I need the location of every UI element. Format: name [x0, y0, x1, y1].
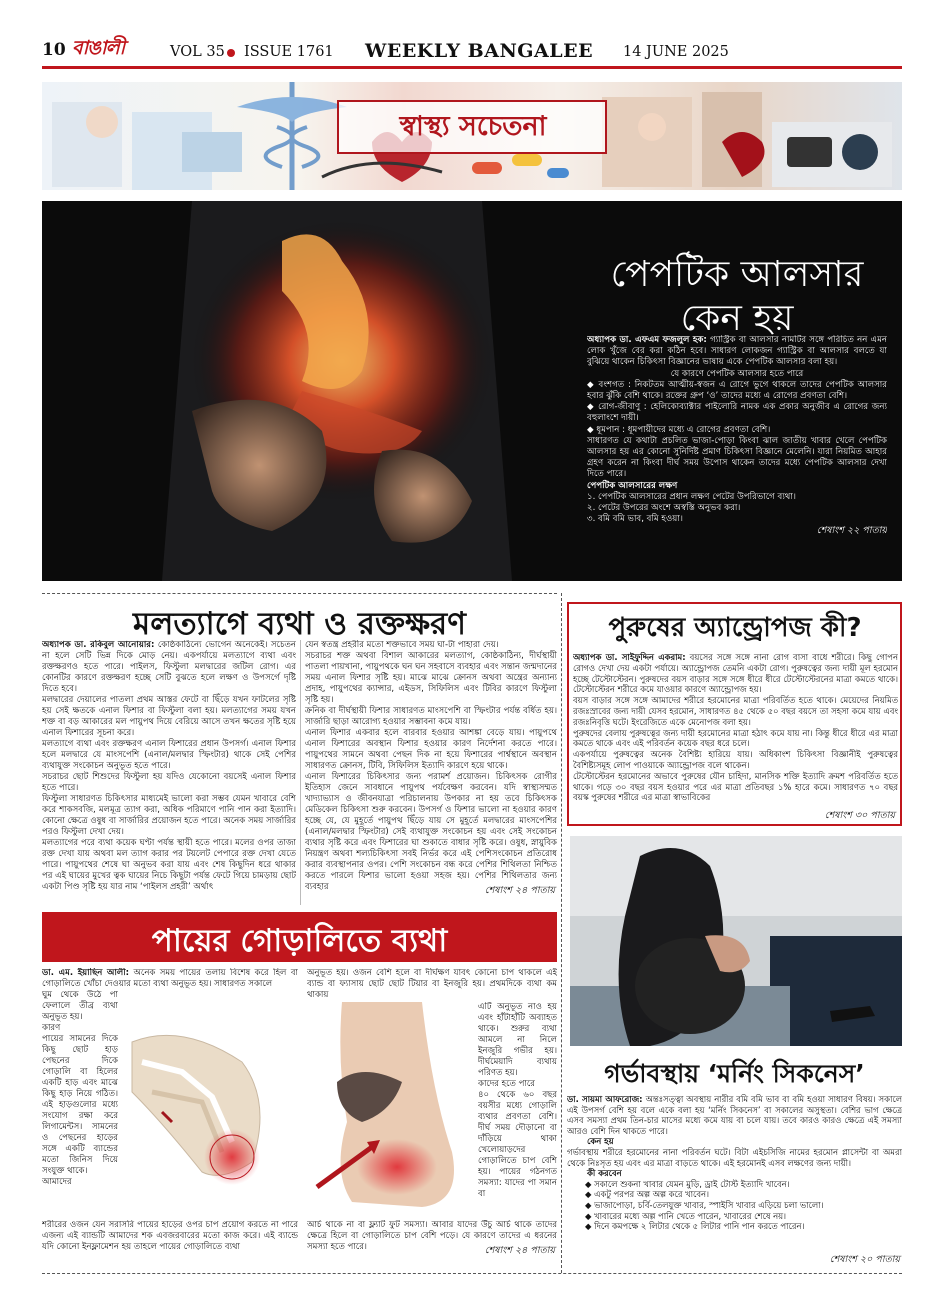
anal-column-1	[42, 640, 296, 905]
bullet-dot	[227, 49, 235, 57]
heel-col2-lead	[307, 968, 557, 1002]
anal-col2-text: যেন স্বতন্ত্র প্রহরীর মতো শক্তভাবে সময় ঘা-টা পাহারা দেয়। সচরাচর শক্ত অথবা বিশাল আকারের মলত্যাগ, কোষ্ঠকাঠিন্য, দীর্ঘস্থায়ী পাতলা পায়খানা, পায়ুপথকে ঘন ঘন সহবাসে ব্যবহার এবং সন্তান জন্মদানের সময় এনাল ফিশার সৃষ্টি হয়। মাঝে মাঝে ক্রোনস অথবা অন্ত্রের অন্যান্য প্রদাহ, পায়ুপথের ক্যান্সার, এইডস, সিফিলিস এবং টিবির কারণে ফিস্টুলা সৃষ্টি হয়। ক্রনিক বা দীর্ঘস্থায়ী ফিশার সাধারণত মাংসপেশি বা স্ফিংটার পর্যন্ত বর্ধিত হয়। সার্জারি ছাড়া আরোগ্য হওয়ার সম্ভাবনা কমে যায়। এনাল ফিশার একবার হলে বারবার হওয়ার আশঙ্কা বেড়ে যায়। পায়ুপথে এনাল ফিশারের অবস্থান ফিশার হওয়ার কারণ নির্দেশনা করতে পারে। পায়ুপথের সামনে অথবা পেছন দিক না হয়ে ফিশারের পার্শ্বস্থানে অবস্থান সাধারণত ক্রোনস, টিবি, সিফিলিস ইত্যাদি কারণে হয়ে থাকে। এনাল ফিশারের চিকিৎসার জন্য পরামর্শ প্রয়োজন। চিকিৎসক রোগীর ইতিহাস জেনে সাবধানে পায়ুপথ পর্যবেক্ষণ করবেন। যদি স্বাস্থ্যসম্মত খাদ্যাভ্যাস ও জীবনযাত্রা পরিচালনায় উপকার না হয় তবে চিকিৎসক মেডিকেল চিকিৎসা শুরু করবেন। উপসর্গ ও ফিশার ভালো না হওয়ার কারণ হচ্ছে যে, যে মুহূর্তে পায়ুপথ ছিঁড়ে যায় সে মুহূর্তে মলদ্বারের মাংসপেশির (এনাল/মলদ্বার স্ফিংটার) সেই ব্যথাযুক্ত সংকোচন হয় এবং সেই সংকোচন ব্যথার সৃষ্টি করে এবং ফিশারের ঘা শুকাতে বাধার সৃষ্টি করে। ওষুধ, স্নায়ুবিক নিয়ন্ত্রণ অথবা শল্যচিকিৎসা সবই নির্ভর করে এই পেশিসংকোচন প্রতিরোধ করার ব্যবস্থাপনার ওপর। পেশি সংকোচন বন্ধ করে পেশির শিথিলতা নিশ্চিত করতে পারলে ফিশার ভালো হওয়া সহজ হয়। পেশির শিথিলতার জন্য ব্যবহার	[305, 640, 557, 892]
heel-anatomy-image	[122, 1002, 474, 1212]
masthead-logo: বাঙালী	[72, 37, 125, 59]
anal-title: মলত্যাগে ব্যথা ও রক্তক্ষরণ	[133, 606, 466, 642]
morning-todo-4: ◆ খাবারের মধ্যে অল্প পানি খেতে পারেন, খাবারের শেষে নয়।	[585, 1210, 787, 1221]
andro-byline: অধ্যাপক ডা. সাইফুদ্দিন একরাম:	[573, 652, 686, 662]
morning-continued: শেষাংশ ২০ পাতায়	[790, 1253, 900, 1268]
dashed-rule-top	[42, 593, 557, 594]
anal-column-2	[305, 640, 557, 905]
morning-todo-3: ◆ ভাজাপোড়া, চর্বি-তেলযুক্ত খাবার, স্পাইসি খাবার এড়িয়ে চলা ভালো।	[585, 1199, 824, 1210]
peptic-bullet-3: ◆ ধূমপান : ধূমপায়ীদের মধ্যে এ রোগের প্রবণতা বেশি।	[587, 424, 771, 435]
banner-title: স্বাস্থ্য সচেতনা	[399, 111, 547, 142]
health-banner	[42, 82, 902, 190]
page-header	[0, 0, 945, 72]
morning-todo-5: ◆ দিনে কমপক্ষে ২ লিটার থেকে ৫ লিটার পানি পান করতে পারেন।	[585, 1221, 805, 1232]
heel-byline: ডা. এম. ইয়াছিন আলী:	[42, 968, 130, 978]
volume-label: VOL 35	[170, 44, 225, 60]
morning-title: গর্ভাবস্থায় ‘মর্নিং সিকনেস’	[604, 1059, 865, 1088]
andro-text: বয়সের সঙ্গে সঙ্গে নানা রোগ বাসা বাধে শরীরে। কিছু গোপন রোগও দেখা দেয় একটা পর্যায়ে। অ্যান্ড্রোপজ তেমনি একটা রোগ। পুরুষত্বের জন্য দায়ী মূল হরমোন হচ্ছে টেস্টোস্টেরন। পুরুষদের বয়স বাড়ার সঙ্গে সঙ্গে ধীরে ধীরে টেস্টোস্টেরনের মাত্রা কমতে থাকে। টেস্টোস্টেরন শরীরে কমে যাওয়ার কারণে অ্যান্ড্রোপজ হয়। বয়স বাড়ার সঙ্গে সঙ্গে আমাদের শরীরে হরমোনের মাত্রা পরিবর্তিত হতে থাকে। মেয়েদের নিয়মিত রজঃস্রাবের জন্য দায়ী যেসব হরমোন, সাধারণত ৪৫ থেকে ৫০ বছর বয়সে তা সহসা কমে যায় এবং রজঃনিবৃত্তি ঘটে। ইংরেজিতে একে মেনোপজ বলা হয়। পুরুষদের বেলায় পুরুষত্বের জন্য দায়ী হরমোনের মাত্রা হঠাৎ কমে যায় না। কিন্তু ধীরে ধীরে এর মাত্রা কমতে থাকে এবং এই পরিবর্তন কয়েক বছর ধরে চলে। একপর্যায়ে পুরুষত্বের অনেক বৈশিষ্ট্য হারিয়ে যায়। অধিকাংশ চিকিৎসা বিজ্ঞানীই পুরুষত্বের বৈশিষ্ট্যসমূহ লোপ পাওয়াকে অ্যান্ড্রোপজ বলে থাকেন। টেস্টোস্টেরন হরমোনের অভাবে পুরুষের যৌন চাহিদা, মানসিক শক্তি ইত্যাদি ক্রমশ পরিবর্তিত হতে থাকে। গড়ে ৩০ বছর বয়স হওয়ার পরে এর মাত্রা প্রতিবছর ১% হারে কমে। সাধারণত ৭০ বছর বয়স্ক পুরুষের শরীরে এর মাত্রা স্বাভাবিকের	[573, 652, 898, 803]
morning-intro: অন্তঃসত্ত্বা অবস্থায় নারীর বমি বমি ভাব বা বমি হওয়া সাধারণ বিষয়। সকালে এই উপসর্গ বেশি হয় বলে একে বলা হয় ‘মর্নিং সিকনেস’ বা সকালের অসুস্থতা। বেশির ভাগ ক্ষেত্রে এসব সমস্যা প্রথম তিন-চার মাসের মধ্যে কমে যায় বা চলে যায়। তবে কারও কারও ক্ষেত্রে এই সমস্যা আরও বেশি দিন থাকতে পারে।	[567, 1094, 902, 1136]
andro-continued: শেষাংশ ৩০ পাতায়	[780, 809, 895, 824]
publication-title: WEEKLY BANGALEE	[365, 40, 594, 62]
anal-continued: শেষাংশ ২৪ পাতায়	[420, 884, 555, 899]
heel-col2-lead-text: অনুভূত হয়। ওজন বেশি হলে বা দীর্ঘক্ষণ যাবৎ কোনো চাপ থাকলে এই ব্যান্ড বা ফ্যাসায় ছোট ছোট টিয়ার বা ইনজুরি হয়। প্রথমদিকে ব্যথা কম থাকায়	[307, 968, 557, 1000]
footer-rule	[42, 1273, 902, 1274]
issue-label: ISSUE 1761	[244, 44, 334, 60]
peptic-article	[42, 201, 902, 581]
heel-col2-bottom-text: আর্চ থাকে না বা ফ্ল্যাট ফুট সমস্যা। আবার যাদের উঁচু আর্চ থাকে তাদের ক্ষেত্রে হিলে বা গোড়ালিতে চাপ বেশি পড়ে। যে কারণে তাদের এ ধরনের সমস্যা হতে পারে।	[307, 1220, 557, 1252]
peptic-bullet-1: ◆ বংশগত : নিকটতম আত্মীয়-স্বজন এ রোগে ভুগে থাকলে তাদের পেপটিক আলসার হবার ঝুঁকি বেশি থাকে। রক্তের গ্রুপ ‘ও’ তাদের মধ্যে এ রোগের প্রবণতা বেশি।	[587, 379, 887, 402]
peptic-title-line1: পেপটিক আলসার	[610, 254, 864, 295]
peptic-bullet-2: ◆ রোগ-জীবাণু : হেলিকোব্যাক্টার পাইলোরি নামক এক প্রকার অনুজীব এ রোগের জন্য বহুলাংশে দায়ী।	[587, 402, 887, 424]
peptic-byline: অধ্যাপক ডা. এফএম ফজলুল হক:	[587, 335, 707, 345]
pregnant-woman-image	[570, 836, 902, 1046]
peptic-symptom-1: ১. পেপটিক আলসারের প্রধান লক্ষণ পেটের উপরিভাগে ব্যথা।	[587, 491, 796, 502]
peptic-symptom-2: ২. পেটের উপরের অংশে অস্বস্তি অনুভব করা।	[587, 503, 741, 514]
peptic-para2: সাধারণত যে কথাটা প্রচলিত ভাজা-পোড়া কিংবা ঝাল জাতীয় খাবার খেলে পেপটিক আলসার হয় এর কোনো সুনির্দিষ্ট প্রমাণ চিকিৎসা বিজ্ঞানে মেলেনি। যারা নিয়মিত আহার গ্রহণ করেন না কিংবা দীর্ঘ সময় উপোস থাকেন তাদের মধ্যে পেপটিক আলসার দেখা দিতে পারে।	[587, 435, 887, 480]
morning-body	[567, 1094, 902, 1269]
pregnancy-photo	[570, 836, 902, 1046]
header-rule	[42, 66, 902, 69]
heel-col1-top	[42, 990, 118, 1220]
andro-title: পুরুষের অ্যান্ড্রোপজ কী?	[608, 613, 862, 643]
anal-byline: অধ্যাপক ডা. রকিবুল আনোয়ার:	[42, 640, 155, 650]
heel-col2-side	[478, 1002, 557, 1220]
morning-why-text: গর্ভাবস্থায় শরীরে হরমোনের নানা পরিবর্তন ঘটে। বিটা এইচসিজি নামের হরমোন প্লাসেন্টা বা অমরা থেকে নিঃসৃত হয় এবং এর মাত্রা বাড়তে থাকে। এই হরমোনই এসব লক্ষণের জন্য দায়ী।	[567, 1146, 902, 1168]
stomach-pain-photo	[42, 201, 582, 581]
andro-body	[573, 652, 898, 822]
morning-why-heading: কেন হয়	[587, 1136, 614, 1147]
column-divider	[300, 640, 301, 905]
peptic-continued: শেষাংশ ২২ পাতায়	[816, 525, 887, 537]
heel-col1-bottom-text: শরীরের ওজন যেন সরাসরি পায়ের হাড়ের ওপর চাপ প্রয়োগ করতে না পারে এজন্য এই ব্যান্ডটি আমাদের শক এবজরবারের মতো কাজ করে। এই ব্যান্ডে যদি কোনো ইনফ্লামেশন হয় তাহলে পায়ের গোড়ালিতে ব্যথা	[42, 1220, 298, 1252]
peptic-body	[587, 335, 887, 575]
peptic-symptom-3: ৩. বমি বমি ভাব, বমি হওয়া।	[587, 514, 683, 525]
heel-title: পায়ের গোড়ালিতে ব্যথা	[151, 923, 448, 959]
heel-col1-top-text: ঘুম থেকে উঠে পা ফেলালে তীব্র ব্যথা অনুভূত হয়। কারণ পায়ের সামনের দিকে কিছু ছোট হাড় পেছনের দিকে গোড়ালি বা হিলের একটি হাড় এবং মাঝে কিছু হাড় নিয়ে গঠিত। এই হাড়গুলোর মধ্যে সংযোগ রক্ষা করে লিগামেন্টস। সামনের ও পেছনের হাড়ের সঙ্গে একটি ব্যান্ডের মতো জিনিস দিয়ে সংযুক্ত থাকে। আমাদের	[42, 990, 118, 1187]
morning-byline: ডা. সায়মা আফরোজ:	[567, 1094, 643, 1104]
heel-col1-bottom	[42, 1220, 298, 1268]
issue-date: 14 JUNE 2025	[623, 44, 729, 60]
heel-col2-side-text: এটি অনুভূত নাও হয় এবং হাঁটাহাঁটি অব্যাহত থাকে। শুরুর ব্যথা আমলে না নিলে ইনজুরি গভীর হয়। দীর্ঘমেয়াদি ব্যথায় পরিণত হয়। কাদের হতে পারে ৪০ থেকে ৬০ বছর বয়সীর মধ্যে গোড়ালি ব্যথার প্রবণতা বেশি। দীর্ঘ সময় দৌড়ানো বা দাঁড়িয়ে থাকা খেলোয়াড়দের গোড়ালিতে চাপ বেশি হয়। পায়ের গঠনগত সমস্যা: যাদের পা সমান বা	[478, 1002, 557, 1199]
peptic-symptoms-heading: পেপটিক আলসারের লক্ষণ	[587, 480, 678, 491]
morning-todo-2: ◆ একটু পরপর অল্প অল্প করে খাবেন।	[585, 1189, 710, 1200]
peptic-title-line2: কেন হয়	[680, 298, 794, 339]
morning-todo-1: ◆ সকালে শুকনা খাবার যেমন মুড়ি, ড্রাই টোস্ট ইত্যাদি খাবেন।	[585, 1178, 790, 1189]
page-number: 10	[42, 40, 66, 60]
vertical-dashed-rule	[561, 593, 562, 1273]
heel-lead	[42, 968, 298, 990]
heel-pain-photo	[122, 1002, 474, 1212]
peptic-causes-heading: যে কারণে পেপটিক আলসার হতে পারে	[670, 368, 804, 379]
peptic-intro: গ্যাস্ট্রিক বা আলসার নামটির সঙ্গে পরিচিত নন এমন লোক খুঁজে বের করা কঠিন হবে। সাধারণ লোকজন গ্যাস্ট্রিক বা আলসার বলতে যা বুঝিয়ে থাকেন চিকিৎসা বিজ্ঞানের ভাষায় একে পেপটিক আলসার বলা হয়।	[587, 335, 887, 368]
heel-lead-text: অনেক সময় পায়ের তলায় বিশেষ করে হিল বা গোড়ালিতে খোঁচা দেওয়ার মতো ব্যথা অনুভূত হয়। সাধারণত সকালে	[42, 968, 298, 989]
morning-todo-heading: কী করবেন	[587, 1168, 622, 1179]
anal-col1-text: কোষ্ঠকাঠিন্যে ভোগেন অনেকেই। সচেতন না হলে সেটি ভিন্ন দিকে মোড় নেয়। একপর্যায়ে মলত্যাগে ব্যথা এবং রক্তক্ষরণও হতে পারে। পাইলস, ফিস্টুলা মলদ্বারের জটিল রোগ। এর কোনটির কারণে রক্তক্ষরণ হচ্ছে সেটি বুঝতে হলে লক্ষণ ও উপসর্গে দৃষ্টি দিতে হবে। মলদ্বারের দেয়ালের পাতলা প্রথম আস্তর ফেটে বা ছিঁড়ে যখন ফাটলের সৃষ্টি হয় সেই ক্ষতকে এনাল ফিশার বা ফিস্টুলা বলা হয়। মলত্যাগের সময় যখন শক্ত বা বড় আকারের মল পায়ুপথ দিয়ে বেরিয়ে আসে তখন ক্ষতের সৃষ্টি হয়ে এনাল ফিশারের সূচনা করে। মলত্যাগে ব্যথা এবং রক্তক্ষরণ এনাল ফিশারের প্রধান উপসর্গ। এনাল ফিশার হলে মলদ্বারে যে মাংসপেশি (এনাল/মলদ্বার স্ফিংটার) থাকে সেই পেশির ব্যথাযুক্ত সংকোচন অনুভূত হতে পারে। সচরাচর ছোট শিশুদের ফিস্টুলা হয় যদিও যেকোনো বয়সেই এনাল ফিশার হতে পারে। ফিস্টুলা সাধারণত চিকিৎসার মাধ্যমেই ভালো করা সম্ভব যেমন খাবারে বেশি করে শাকসবজি, মলমূত্র ত্যাগ করা, অধিক পরিমাণে পানি পান করা ইত্যাদি। কোনো ক্ষেত্রে ওষুধ বা সার্জারির প্রয়োজন হতে পারে। অনেক সময় সার্জারির পরও ফিস্টুলা দেখা দেয়। মলত্যাগের পরে ব্যথা কয়েক ঘণ্টা পর্যন্ত স্থায়ী হতে পারে। মলের ওপর তাজা রক্ত দেখা যায় অথবা মল ত্যাগ করার পর টয়লেট পেপারে রক্ত দেখা যেতে পারে। পায়ুপথের শেষে ঘা অনুভব করা যায় এবং শেষ কিছুদিন ধরে থাকার পর এই ঘায়ের মুখের ত্বক ঘায়ের নিচে কিছুটা পর্যন্ত ফেটে গিয়ে চামড়ায় ছোট একটা পিণ্ড সৃষ্টি হয় যার নাম ‘পাইলস প্রহরী’ অর্থাৎ	[42, 640, 296, 892]
heel-continued: শেষাংশ ২৪ পাতায়	[430, 1244, 555, 1259]
